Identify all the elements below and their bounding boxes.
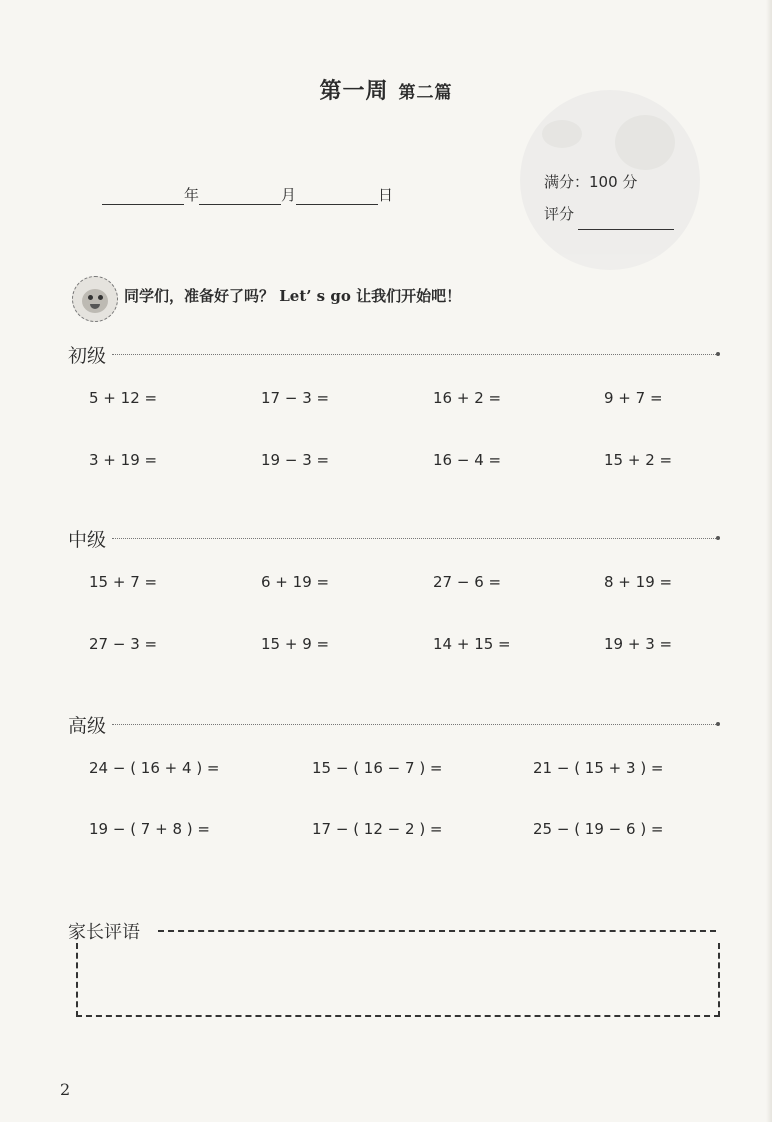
problem: 16 + 2 = (433, 389, 502, 407)
month-blank[interactable] (199, 188, 281, 205)
month-label: 月 (281, 186, 297, 204)
section-beginner-header (68, 342, 720, 366)
parent-comment-label: 家长评语 (68, 922, 140, 943)
section-intermediate-label: 中级 (68, 528, 107, 551)
day-label: 日 (378, 186, 394, 204)
section-advanced-header (68, 712, 720, 736)
dotted-divider (112, 538, 716, 539)
section-advanced-label: 高级 (68, 714, 107, 737)
score-label: 评分 (544, 205, 575, 223)
divider-end-dot (716, 722, 720, 726)
year-label: 年 (184, 186, 200, 204)
section-intermediate-header (68, 526, 720, 550)
problem: 25 − ( 19 − 6 ) = (533, 820, 664, 838)
greeting-text: 同学们，准备好了吗？ Let’ s go 让我们开始吧！ (124, 287, 462, 305)
problem: 16 − 4 = (433, 451, 502, 469)
problem: 24 − ( 16 + 4 ) = (89, 759, 220, 777)
mascot-icon (72, 276, 118, 322)
problem: 19 − 3 = (261, 451, 330, 469)
divider-end-dot (716, 352, 720, 356)
page-number: 2 (60, 1080, 71, 1099)
problem: 27 − 3 = (89, 635, 158, 653)
problem: 14 + 15 = (433, 635, 511, 653)
parent-comment-box[interactable] (76, 943, 720, 1017)
problem: 5 + 12 = (89, 389, 158, 407)
problem: 17 − ( 12 − 2 ) = (312, 820, 443, 838)
problem: 8 + 19 = (604, 573, 673, 591)
problem: 15 + 9 = (261, 635, 330, 653)
problem: 17 − 3 = (261, 389, 330, 407)
divider-end-dot (716, 536, 720, 540)
score-box (544, 166, 674, 230)
dotted-divider (112, 724, 716, 725)
problem: 15 + 7 = (89, 573, 158, 591)
dotted-divider (112, 354, 716, 355)
page-edge (766, 0, 772, 1122)
problem: 6 + 19 = (261, 573, 330, 591)
problem: 9 + 7 = (604, 389, 663, 407)
year-blank[interactable] (102, 188, 184, 205)
dashed-divider (158, 930, 716, 932)
problem: 3 + 19 = (89, 451, 158, 469)
problem: 15 + 2 = (604, 451, 673, 469)
day-blank[interactable] (296, 188, 378, 205)
section-beginner-label: 初级 (68, 344, 107, 367)
full-score-label: 满分：100 分 (544, 173, 638, 191)
problem: 15 − ( 16 − 7 ) = (312, 759, 443, 777)
score-blank[interactable] (578, 211, 674, 230)
problem: 21 − ( 15 + 3 ) = (533, 759, 664, 777)
week-title: 第一周 (319, 79, 389, 104)
problem: 19 − ( 7 + 8 ) = (89, 820, 210, 838)
part-subtitle: 第二篇 (398, 83, 453, 103)
date-field (102, 184, 393, 205)
page-title (0, 74, 772, 105)
problem: 27 − 6 = (433, 573, 502, 591)
problem: 19 + 3 = (604, 635, 673, 653)
